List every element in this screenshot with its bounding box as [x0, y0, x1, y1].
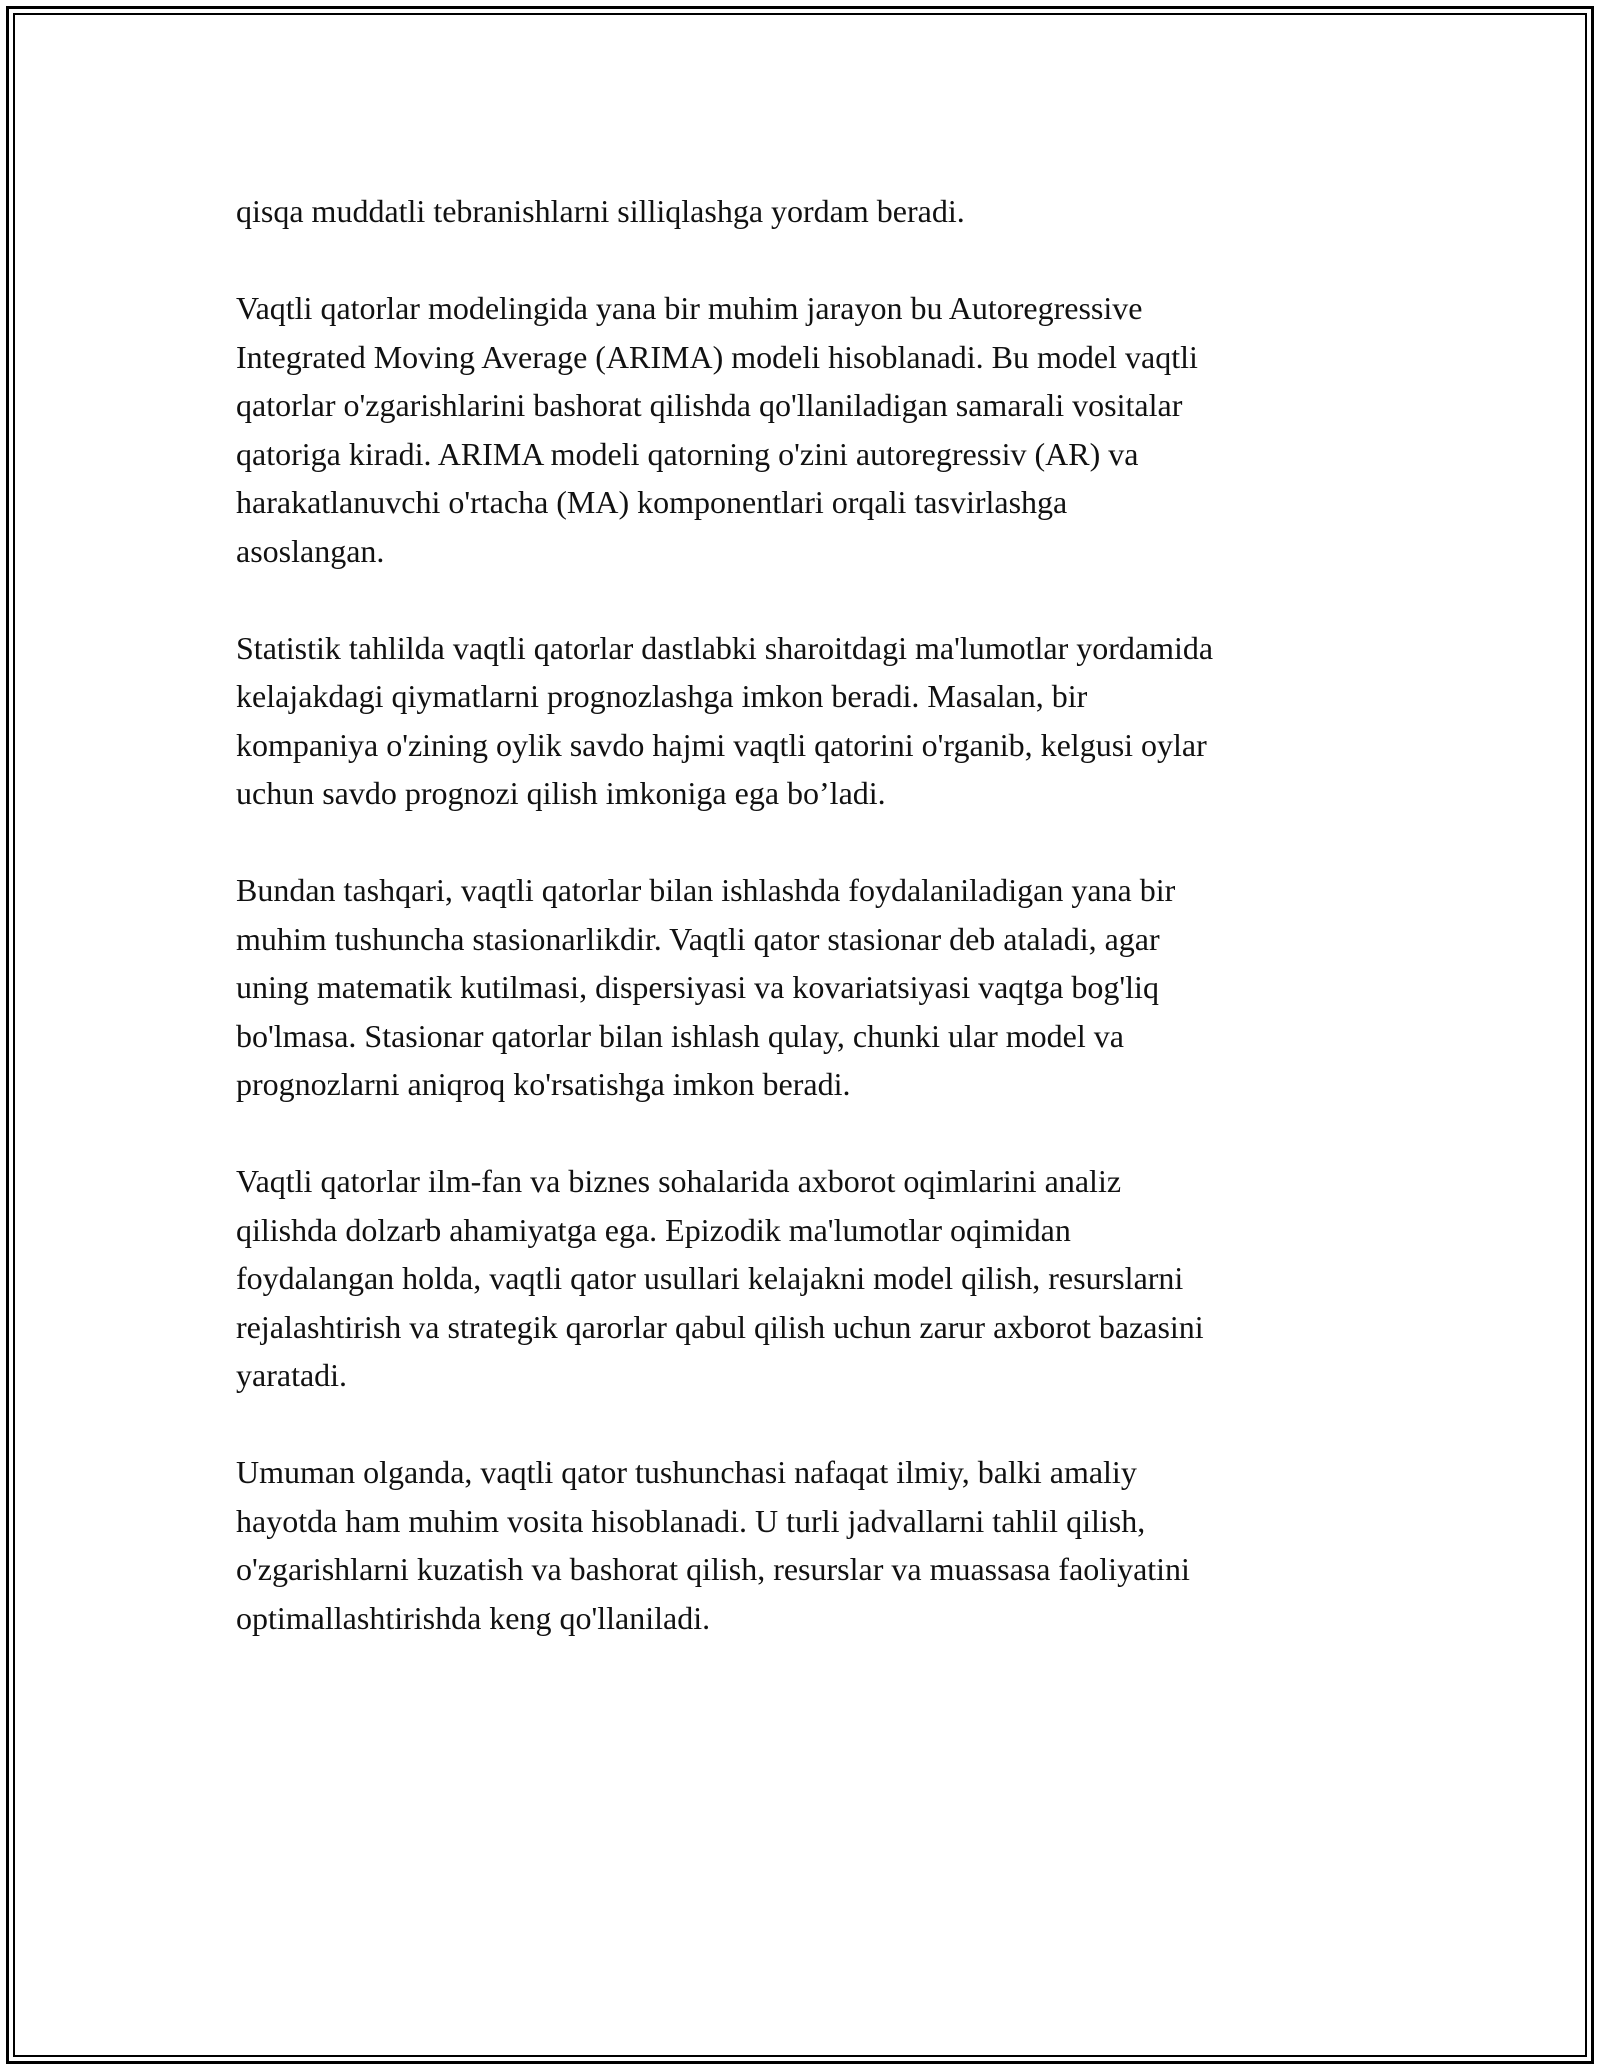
text-line: yaratadi. — [236, 1357, 348, 1393]
text-line: Integrated Moving Average (ARIMA) modeli hisoblanadi. Bu model vaqtli — [236, 338, 1198, 375]
text-line: foydalangan holda, vaqtli qator usullari kelajakni model qilish, resurslarni — [236, 1260, 1184, 1296]
paragraph-1 — [236, 187, 1366, 236]
text-line: optimallashtirishda keng qo'llaniladi. — [236, 1599, 711, 1636]
document-body — [236, 187, 1366, 1691]
text-line: rejalashtirish va strategik qarorlar qabul qilish uchun zarur axborot bazasini — [236, 1308, 1204, 1345]
paragraph-3 — [236, 624, 1366, 818]
text-line: kompaniya o'zining oylik savdo hajmi vaqtli qatorini o'rganib, kelgusi oylar — [236, 726, 1207, 763]
text-line: uning matematik kutilmasi, dispersiyasi va kovariatsiyasi vaqtga bog'liq — [236, 969, 1159, 1005]
text-line: Bundan tashqari, vaqtli qatorlar bilan ishlashda foydalaniladigan yana bir — [236, 872, 1176, 908]
text-line: o'zgarishlarni kuzatish va bashorat qilish, resurslar va muassasa faoliyatini — [236, 1551, 1190, 1587]
text-line: uchun savdo prognozi qilish imkoniga ega bo’ladi. — [236, 775, 886, 811]
paragraph-5 — [236, 1157, 1366, 1400]
text-line: bo'lmasa. Stasionar qatorlar bilan ishlash qulay, chunki ular model va — [236, 1017, 1124, 1054]
text-line: kelajakdagi qiymatlarni prognozlashga imkon beradi. Masalan, bir — [236, 678, 1088, 714]
text-line: Statistik tahlilda vaqtli qatorlar dastlabki sharoitdagi ma'lumotlar yordamida — [236, 629, 1214, 666]
text-line: Vaqtli qatorlar modelingida yana bir muhim jarayon bu Autoregressive — [236, 290, 1143, 326]
text-line: qatoriga kiradi. ARIMA modeli qatorning o'zini autoregressiv (AR) va — [236, 435, 1139, 472]
text-line: muhim tushuncha stasionarlikdir. Vaqtli qator stasionar deb ataladi, agar — [236, 920, 1160, 957]
paragraph-4 — [236, 866, 1366, 1109]
text-line: Umuman olganda, vaqtli qator tushunchasi nafaqat ilmiy, balki amaliy — [236, 1454, 1137, 1490]
paragraph-6 — [236, 1448, 1366, 1642]
text-line: harakatlanuvchi o'rtacha (MA) komponentlari orqali tasvirlashga — [236, 484, 1068, 520]
text-line: prognozlarni aniqroq ko'rsatishga imkon beradi. — [236, 1066, 851, 1102]
text-line: qatorlar o'zgarishlarini bashorat qilishda qo'llaniladigan samarali vositalar — [236, 387, 1183, 423]
paragraph-2 — [236, 284, 1366, 575]
text-line: asoslangan. — [236, 532, 385, 569]
text-line: Vaqtli qatorlar ilm-fan va biznes sohalarida axborot oqimlarini analiz — [236, 1163, 1122, 1199]
text-line: hayotda ham muhim vosita hisoblanadi. U turli jadvallarni tahlil qilish, — [236, 1502, 1146, 1539]
text-line: qilishda dolzarb ahamiyatga ega. Epizodik ma'lumotlar oqimidan — [236, 1211, 1071, 1248]
text-line: qisqa muddatli tebranishlarni silliqlashga yordam beradi. — [236, 193, 965, 229]
